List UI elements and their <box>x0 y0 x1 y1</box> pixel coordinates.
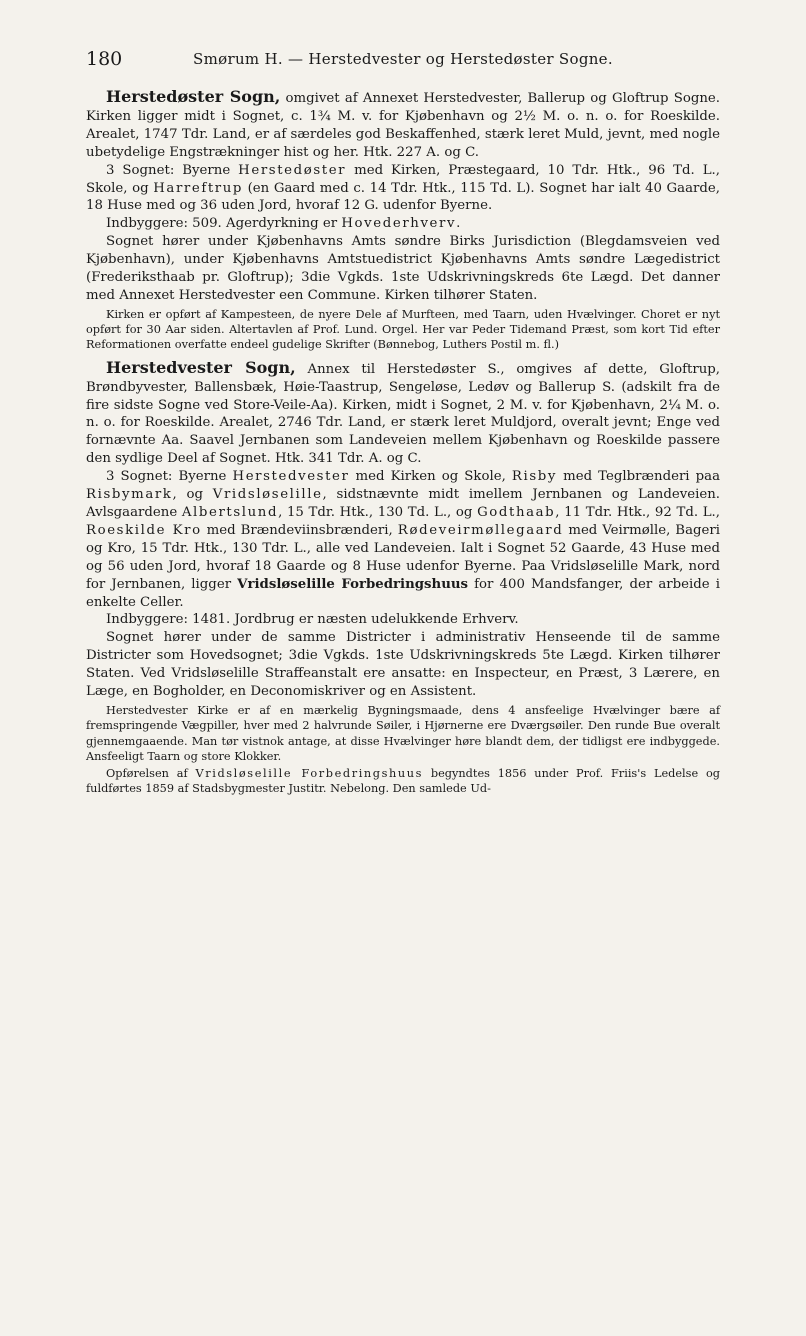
section-herstedoster-intro: Herstedøster Sogn, omgivet af Annexet Herstedvester, Ballerup og Gloftrup Sogne. Kirken ligger midt i Sognet, c. 1¾ M. v. for Kjøbenhavn og 2½ M. o. n. o. for Roeskilde. Arealet, 1747 Tdr. Land, er af særdeles god Beskaffenhed, stærk leret Muld, jevnt, med nogle ubetydelige Engstrækninger hist og her. Htk. 227 A. og C. <box>86 87 721 160</box>
institution-name: Vridsløselille Forbedringshuus <box>237 576 469 592</box>
emphasis: Hovederhverv <box>341 216 457 232</box>
page-header <box>86 48 720 78</box>
place-name: Herstedvester <box>232 469 350 485</box>
footnote-prison: Opførelsen af Vridsløselille Forbedringshuus begyndtes 1856 under Prof. Friis's Ledelse og fuldførtes 1859 af Stadsbygmester Justitr. Nebelong. Den samlede Ud- <box>86 767 720 796</box>
place-name: Godthaab <box>477 505 556 521</box>
running-title: Smørum H. — Herstedvester og Herstedøster Sogne. <box>193 50 613 68</box>
footnote-church: Herstedvester Kirke er af en mærkelig Bygningsmaade, dens 4 ansfeelige Hvælvinger bære af fremspringende Vægpiller, hver med 2 halvrunde Søiler, i Hjørnerne ere Dværgsøiler. Den runde Bue overalt gjennemgaaende. Man tør vistnok antage, at disse Hvælvinger høre blandt dem, der tidligst ere indbyggede. Ansfeeligt Taarn og store Klokker. <box>86 703 720 763</box>
paragraph-administration: Sognet hører under de samme Districter i administrativ Henseende til de samme Districter som Hovedsognet; 3die Vgkds. 1ste Udskrivningskreds 5te Lægd. Kirken tilhører Staten. Ved Vridsløselille Straffeanstalt ere ansatte: en Inspecteur, en Præst, 3 Lærere, en Læge, en Bogholder, en Deconomiskriver og en Assistent. <box>86 630 720 700</box>
paragraph-population: Indbyggere: 1481. Jordbrug er næsten udelukkende Erhverv. <box>106 612 519 628</box>
paragraph-villages: 3 Sognet: Byerne Herstedøster med Kirken, Præstegaard, 10 Tdr. Htk., 96 Td. L., Skole, og Harreftrup (en Gaard med c. 14 Tdr. Htk., 115 Td. L). Sognet har ialt 40 Gaarde, 18 Huse med og 36 uden Jord, hvoraf 12 G. udenfor Byerne. <box>86 162 720 214</box>
page-number: 180 <box>86 48 123 70</box>
place-name: Risby <box>511 469 558 485</box>
paragraph-villages: 3 Sognet: Byerne Herstedvester med Kirken og Skole, Risby med Teglbrænderi paa Risbymark, og Vridsløselille, sidstnævnte midt imellem Jernbanen og Landeveien. Avlsgaardene Albertslund, 15 Tdr. Htk., 130 Td. L., og Godthaab, 11 Tdr. Htk., 92 Td. L., Roeskilde Kro med Brændeviinsbrænderi, Rødeveirmøllegaard med Veirmølle, Bageri og Kro, 15 Tdr. Htk., 130 Tdr. L., alle ved Landeveien. Ialt i Sognet 52 Gaarde, 43 Huse med og 56 uden Jord, hvoraf 18 Gaarde og 8 Huse udenfor Byerne. Paa Vridsløselille Mark, nord for Jernbanen, ligger Vridsløselille Forbedringshuus for 400 Mandsfanger, der arbeide i enkelte Celler. <box>86 469 720 610</box>
place-name: Herstedøster <box>238 162 347 178</box>
paragraph-administration: Sognet hører under Kjøbenhavns Amts søndre Birks Jurisdiction (Blegdamsveien ved Kjøbenhavn), under Kjøbenhavns Amtstuedistrict Kjøbenhavns Amts søndre Lægedistrict (Frederiksthaab pr. Gloftrup); 3die Vgkds. 1ste Udskrivningskreds 6te Lægd. Det danner med Annexet Herstedvester een Commune. Kirken tilhører Staten. <box>86 234 720 303</box>
place-name: Rødeveirmøllegaard <box>397 522 564 538</box>
section-heading: Herstedvester Sogn, <box>106 357 296 377</box>
section-heading: Herstedøster Sogn, <box>106 87 281 106</box>
place-name: Harreftrup <box>153 180 244 196</box>
place-name: Roeskilde Kro <box>86 522 202 538</box>
institution-name: Vridsløselille Forbedringshuus <box>195 767 424 781</box>
place-name: Albertslund <box>181 505 279 521</box>
section-herstedvester-intro: Herstedvester Sogn, Annex til Herstedøster S., omgives af dette, Gloftrup, Brøndbyvester, Ballensbæk, Høie-Taastrup, Sengeløse, Ledøv og Ballerup S. (adskilt fra de fire sidste Sogne ved Store-Veile-Aa). Kirken, midt i Sognet, 2 M. v. for Kjøbenhavn, 2¼ M. o. n. o. for Roeskilde. Arealet, 2746 Tdr. Land, er stærk leret Muldjord, overalt jevnt; Enge ved fornævnte Aa. Saavel Jernbanen som Landeveien mellem Kjøbenhavn og Roeskilde passere den sydlige Deel af Sognet. Htk. 341 Tdr. A. og C. <box>86 357 720 467</box>
page-body <box>86 88 720 797</box>
paragraph-population: Indbyggere: 509. Agerdyrkning er Hovederhverv. <box>106 216 461 232</box>
place-name: Vridsløselille <box>212 487 323 503</box>
footnote-church: Kirken er opført af Kampesteen, de nyere Dele af Murfteen, med Taarn, uden Hvælvinger. Choret er nyt opført for 30 Aar siden. Altertavlen af Prof. Lund. Orgel. Her var Peder Tidemand Præst, som kort Tid efter Reformationen overfatte endeel gudelige Skrifter (Bønnebog, Luthers Postil m. fl.) <box>86 307 720 352</box>
place-name: Risbymark <box>86 487 173 503</box>
